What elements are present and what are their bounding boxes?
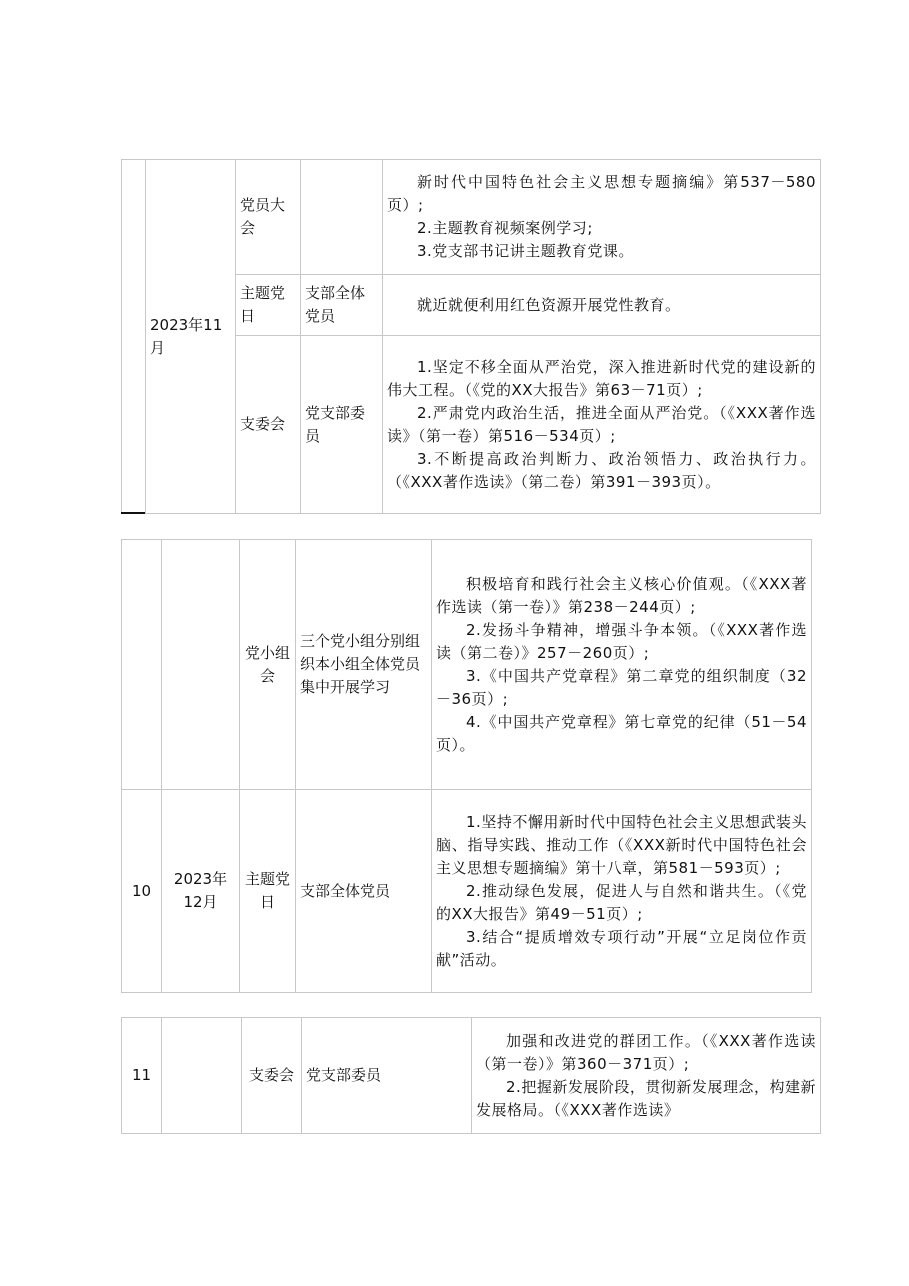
participants-cell: 支部全体党员 [296,790,432,993]
table-row [122,160,821,275]
content-line: 2.发扬斗争精神，增强斗争本领。（《XXX著作选读（第二卷）》257－260页）; [436,620,807,662]
content-line: 1.坚定不移全面从严治党，深入推进新时代党的建设新的伟大工程。（《党的XX大报告》第63－71页）; [387,357,816,399]
content-line: 加强和改进党的群团工作。（《XXX著作选读（第一卷）》第360－371页）; [476,1031,816,1073]
table-row [122,790,812,993]
content-line: 新时代中国特色社会主义思想专题摘编》第537－580页）; [387,173,816,214]
content-line: 积极培育和践行社会主义核心价值观。（《XXX著作选读（第一卷）》第238－244页）; [436,574,807,616]
form-cell: 党小组会 [240,540,296,790]
date-cell [162,1018,242,1134]
number-cell [122,160,146,514]
number-cell: 10 [122,790,162,993]
participants-cell: 支部全体党员 [301,275,383,336]
form-cell: 支委会 [236,336,301,514]
schedule-table-1 [121,159,821,514]
schedule-table-2 [121,539,812,993]
content-line: 2.把握新发展阶段，贯彻新发展理念，构建新发展格局。（《XXX著作选读》 [476,1077,816,1119]
participants-cell: 党支部委员 [302,1018,472,1134]
content-line: 3.结合“提质增效专项行动”开展“立足岗位作贡献”活动。 [436,927,807,969]
table-row [122,1018,821,1134]
number-cell [122,540,162,790]
content-line: 3.《中国共产党章程》第二章党的组织制度（32－36页）; [436,666,807,708]
content-cell [432,540,812,790]
date-cell [162,540,240,790]
content-line: 1.坚持不懈用新时代中国特色社会主义思想武装头脑、指导实践、推动工作（《XXX新时代中国特色社会主义思想专题摘编》第十八章，第581－593页）; [436,812,807,877]
content-line: 3.不断提高政治判断力、政治领悟力、政治执行力。（《XXX著作选读》（第二卷）第391－393页）。 [387,449,816,491]
form-cell: 支委会 [242,1018,302,1134]
content-line: 就近就便利用红色资源开展党性教育。 [417,295,681,314]
number-cell: 11 [122,1018,162,1134]
content-line: 3.党支部书记讲主题教育党课。 [417,242,634,260]
content-cell [383,275,821,336]
content-cell [383,160,821,275]
content-line: 2.推动绿色发展，促进人与自然和谐共生。（《党的XX大报告》第49－51页）; [436,881,807,923]
schedule-table-3 [121,1017,821,1134]
date-cell: 2023年11月 [146,160,236,514]
participants-cell: 三个党小组分别组织本小组全体党员集中开展学习 [296,540,432,790]
content-line: 2.严肃党内政治生活，推进全面从严治党。（《XXX著作选读》（第一卷）第516－534页）; [387,403,816,445]
content-cell [383,336,821,514]
content-line: 2.主题教育视频案例学习; [417,219,593,237]
participants-cell [301,160,383,275]
content-line: 4.《中国共产党章程》第七章党的纪律（51－54页）。 [436,712,807,754]
table-row [122,540,812,790]
form-cell: 主题党日 [236,275,301,336]
date-cell: 2023年12月 [162,790,240,993]
form-cell: 党员大会 [236,160,301,275]
form-cell: 主题党日 [240,790,296,993]
table-end-mark [121,512,145,514]
participants-cell: 党支部委员 [301,336,383,514]
content-cell [432,790,812,993]
content-cell [472,1018,821,1134]
